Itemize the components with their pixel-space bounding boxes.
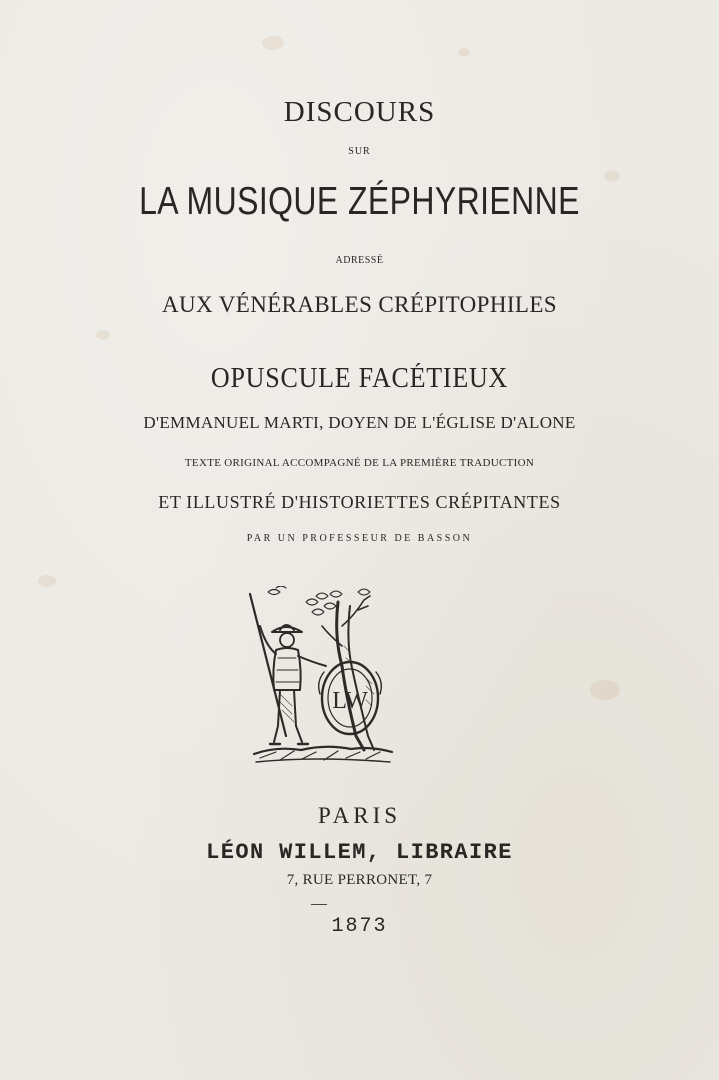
foxing-spot [604,170,620,182]
imprint-address: 7, RUE PERRONET, 7 [286,872,433,888]
connector-adresse: ADRESSÉ [335,255,384,266]
publisher-device-engraving-icon [246,586,396,768]
translator-line: PAR UN PROFESSEUR DE BASSON [246,533,473,544]
foxing-spot [262,36,284,50]
illustrated-line: ET ILLUSTRÉ D'HISTORIETTES CRÉPITANTES [158,492,561,512]
imprint-city: PARIS [317,803,402,828]
foxing-spot [590,680,620,700]
foxing-spot [38,575,56,587]
imprint-year: 1873 [331,915,388,938]
heading-discours: DISCOURS [283,96,436,128]
foxing-spot [96,330,110,340]
audience-line: AUX VÉNÉRABLES CRÉPITOPHILES [162,292,557,317]
subtitle: OPUSCULE FACÉTIEUX [210,363,509,394]
monogram: LW [332,688,368,714]
divider [311,904,327,905]
main-title: LA MUSIQUE ZÉPHYRIENNE [139,180,580,223]
author-line: D'EMMANUEL MARTI, DOYEN DE L'ÉGLISE D'ALONE [143,413,576,432]
imprint-publisher: LÉON WILLEM, LIBRAIRE [206,840,513,865]
connector-sur: SUR [348,146,371,157]
translation-line: TEXTE ORIGINAL ACCOMPAGNÉ DE LA PREMIÈRE TRADUCTION [184,457,535,469]
foxing-spot [458,48,470,57]
